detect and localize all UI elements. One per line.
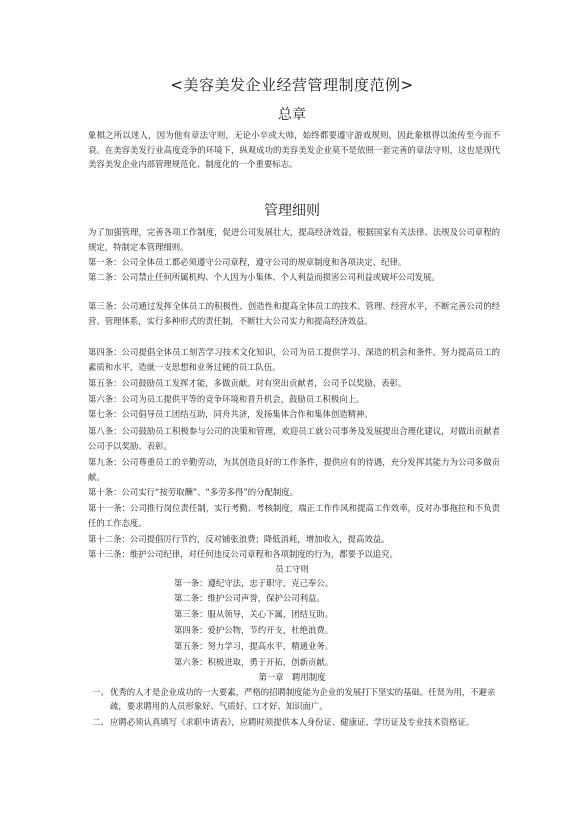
- staff-rule-2: 第二条：维护公司声誉，保护公司利益。: [174, 593, 325, 603]
- chapter-1-item-2: [92, 716, 504, 730]
- article-4: 第四条：公司提倡全体员工刻苦学习技术文化知识，公司为员工提供学习、深造的机会和条件，努力提高员工的素质和水平，造就一支思想和业务过硬的员工队伍。: [88, 347, 500, 372]
- list-text: 优秀的人才是企业成功的一大要素，严格的招聘制度能为企业的发展打下坚实的基础。任贤为用，不避亲疏，要求聘用的人员形象好、气质好、口才好、知识面广。: [110, 687, 496, 711]
- staff-rule-1: 第一条：遵纪守法，忠于职守，克己奉公。: [174, 578, 334, 588]
- article-2: 第二条：公司禁止任何所属机构、个人因为小集体、个人利益而损害公司利益或破坏公司发展。: [88, 272, 440, 282]
- staff-rule-4: 第四条：爱护公物，节约开支，杜绝浪费。: [174, 625, 334, 635]
- chapter-1-heading: 第一章 聘用制度: [258, 672, 326, 682]
- article-3: 第三条：公司通过发挥全体员工的积极性、创造性和提高全体员工的技术、管理、经营水平，不断完善公司的经营、管理体系，实行多种形式的责任制，不断壮大公司实力和提高经济效益。: [88, 301, 500, 326]
- article-10: 第十条：公司实行“按劳取酬”、“多劳多得”的分配制度。: [88, 487, 298, 497]
- article-13: 第十三条：维护公司纪律，对任何违反公司章程和各项制度的行为，都要予以追究。: [88, 549, 398, 559]
- article-9: 第九条：公司尊重员工的辛勤劳动，为其创造良好的工作条件，提供应有的待遇，充分发挥其能力为公司多做贡献。: [88, 457, 500, 482]
- article-8: 第八条：公司鼓励员工积极参与公司的决策和管理，欢迎员工就公司事务及发展提出合理化建议，对做出贡献者公司予以奖励、表彰。: [88, 426, 500, 451]
- article-1: 第一条：公司全体员工都必须遵守公司章程，遵守公司的规章制度和各项决定、纪律。: [88, 257, 407, 267]
- general-paragraph: 象棋之所以迷人，因为他有章法守则，无论小卒或大帅，始终都要遵守游戏规则，因此象棋得以流传至今而不衰。在美容美发行业高度竞争的环境下，纵观成功的美容美发企业莫不是依照一套完善的章法守则，这也是现代美容美发企业内部管理规范化、制度化的一个重要标志。: [88, 130, 500, 170]
- staff-rules-heading: 员工守则: [275, 564, 309, 574]
- list-text: 应聘必须认真填写《求职申请表》，应聘时须提供本人身份证、健康证、学历证及专业技术资格证。: [110, 717, 475, 727]
- article-7: 第七条：公司倡导员工团结互助，同舟共济，发扬集体合作和集体创造精神。: [88, 409, 373, 419]
- list-number: 一、: [92, 687, 109, 697]
- staff-rule-5: 第五条：努力学习，提高水平，精通业务。: [174, 641, 334, 651]
- article-11: 第十一条：公司推行岗位责任制，实行考勤、考核制度，端正工作作风和提高工作效率，反对办事拖拉和不负责任的工作态度。: [88, 503, 500, 528]
- list-number: 二、: [92, 717, 109, 727]
- article-12: 第十二条：公司提倡厉行节约，反对铺张浪费；降低消耗，增加收入，提高效益。: [88, 534, 390, 544]
- article-6: 第六条：公司为员工提供平等的竞争环境和晋升机会，鼓励员工积极向上。: [88, 394, 365, 404]
- general-heading: 总章: [278, 107, 306, 123]
- rules-intro: 为了加强管理，完善各项工作制度，促进公司发展壮大，提高经济效益，根据国家有关法律、法规及公司章程的规定，特制定本管理细则。: [88, 227, 500, 252]
- article-5: 第五条：公司鼓励员工发挥才能，多做贡献。对有突出贡献者，公司予以奖励、表彰。: [88, 378, 407, 388]
- rules-heading: 管理细则: [264, 203, 320, 219]
- chapter-1-item-1: [92, 686, 504, 713]
- staff-rule-3: 第三条：服从领导，关心下属，团结互助。: [174, 609, 334, 619]
- staff-rule-6: 第六条：积极进取，勇于开拓，创新贡献。: [174, 657, 334, 667]
- document-title: <美容美发企业经营管理制度范例>: [170, 76, 414, 94]
